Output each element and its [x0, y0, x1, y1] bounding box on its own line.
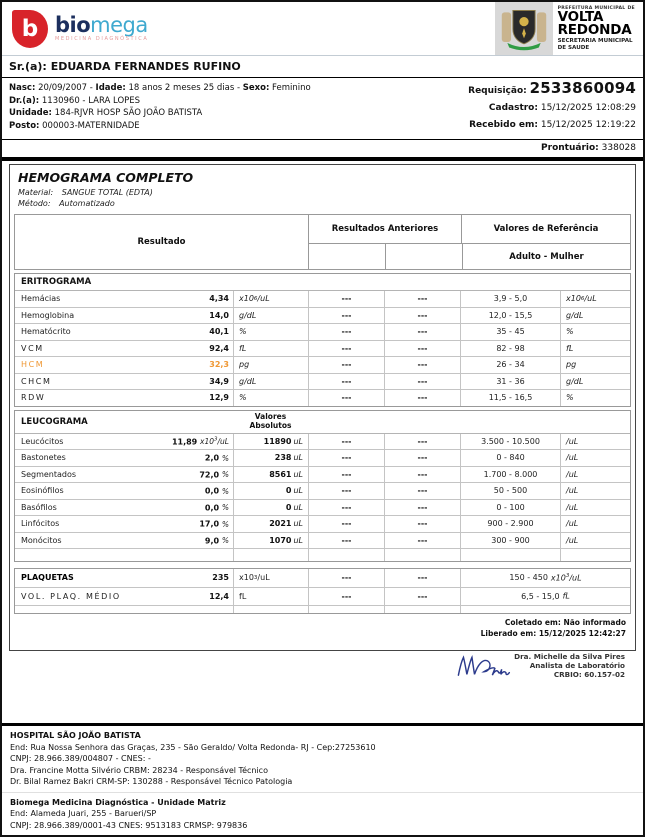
- exam-method: Método: Automatizado: [18, 199, 115, 208]
- previous-result-1: ---: [308, 390, 384, 406]
- table-row: [15, 569, 630, 588]
- table-row: [15, 434, 630, 451]
- empty-row: [15, 549, 630, 561]
- previous-result-2: ---: [384, 450, 460, 466]
- reference-range: 6,5 - 15,0 fL: [460, 588, 630, 606]
- absolute-value: 11890 uL: [233, 434, 308, 450]
- previous-result-2: ---: [384, 308, 460, 324]
- collected-line: Coletado em: Não informado: [504, 618, 626, 627]
- previous-result-1: ---: [308, 374, 384, 390]
- previous-result-2: ---: [384, 483, 460, 499]
- reference-unit: /uL: [560, 500, 630, 516]
- reference-range: 31 - 36: [460, 374, 560, 390]
- previous-result-2: ---: [384, 390, 460, 406]
- table-row: [15, 450, 630, 467]
- table-row: [15, 324, 630, 341]
- table-header: [14, 214, 631, 270]
- reference-range: 150 - 450 $x10^3/uL$: [460, 569, 630, 587]
- table-row: [15, 483, 630, 500]
- exam-material: Material: SANGUE TOTAL (EDTA): [18, 188, 153, 197]
- register-datetime: Cadastro: 15/12/2025 12:08:29: [488, 103, 636, 113]
- lab-cnpj: CNPJ: 28.966.389/0001-43 CNES: 9513183 CRMSP: 979836: [10, 820, 248, 830]
- reference-unit: %: [560, 324, 630, 340]
- table-row: [15, 533, 630, 550]
- previous-result-2: ---: [384, 341, 460, 357]
- previous-result-2: ---: [384, 588, 460, 606]
- lab-name: Biomega Medicina Diagnóstica - Unidade Matriz: [10, 797, 226, 807]
- signature-icon: [455, 649, 511, 681]
- reference-unit: /uL: [560, 533, 630, 549]
- previous-result-1: ---: [308, 357, 384, 373]
- reference-unit: fL: [560, 341, 630, 357]
- table-row: [15, 516, 630, 533]
- coat-of-arms-icon: [495, 2, 553, 55]
- reference-unit: /uL: [560, 467, 630, 483]
- reference-range: 1.700 - 8.000: [460, 467, 560, 483]
- exam-title: HEMOGRAMA COMPLETO: [18, 170, 194, 185]
- result-unit: %: [233, 324, 308, 340]
- requisition-number: Requisição: 2533860094: [468, 79, 636, 97]
- analyte-name: RDW: [21, 393, 46, 403]
- result-value: 92,4: [209, 343, 229, 353]
- table-row: [15, 341, 630, 358]
- hospital-resp-2: Dr. Bilal Ramez Bakri CRM-SP: 130288 - Responsável Técnico Patologia: [10, 777, 293, 786]
- previous-result-2: ---: [384, 467, 460, 483]
- result-unit: g/dL: [233, 308, 308, 324]
- reference-unit: /uL: [560, 483, 630, 499]
- analyte-name: PLAQUETAS: [21, 573, 74, 583]
- released-line: Liberado em: 15/12/2025 12:42:27: [480, 628, 626, 638]
- absolute-value: 2021 uL: [233, 516, 308, 532]
- analyte-name: VCM: [21, 343, 44, 353]
- lab-address: End: Alameda Juari, 255 - Barueri/SP: [10, 809, 157, 818]
- patient-name-label: Sr.(a):: [9, 60, 47, 73]
- absolute-value: 0 uL: [233, 483, 308, 499]
- page-footer: [2, 723, 643, 835]
- reference-range: 26 - 34: [460, 357, 560, 373]
- analyte-name: VOL. PLAQ. MÉDIO: [21, 591, 121, 601]
- table-row: [15, 291, 630, 308]
- previous-result-1: ---: [308, 291, 384, 307]
- reference-range: 0 - 100: [460, 500, 560, 516]
- reference-unit: /uL: [560, 450, 630, 466]
- plaquetas-table: [14, 568, 631, 614]
- previous-result-1: ---: [308, 500, 384, 516]
- previous-result-2: ---: [384, 324, 460, 340]
- reference-range: 12,0 - 15,5: [460, 308, 560, 324]
- analyte-name: Segmentados: [21, 469, 77, 479]
- leucograma-title: LEUCOGRAMA: [21, 416, 88, 427]
- hospital-name: HOSPITAL SÃO JOÃO BATISTA: [10, 731, 141, 740]
- patient-info: [2, 78, 643, 136]
- result-value: 17,0 %: [199, 519, 229, 529]
- previous-result-1: ---: [308, 467, 384, 483]
- reference-unit: /uL: [560, 434, 630, 450]
- hospital-cnpj: CNPJ: 28.966.389/004807 - CNES: -: [10, 754, 151, 763]
- result-value: 34,9: [209, 376, 229, 386]
- hospital-resp-1: Dra. Francine Motta Silvério CRBM: 28234 - Responsável Técnico: [10, 765, 268, 775]
- droplet-icon: b: [12, 10, 48, 48]
- previous-result-1: ---: [308, 569, 384, 587]
- page-header: [2, 2, 643, 56]
- result-unit: %: [233, 390, 308, 406]
- eritrograma-table: [14, 273, 631, 407]
- absolute-value: 0 uL: [233, 500, 308, 516]
- result-unit: x10 3 /uL: [233, 569, 308, 587]
- reference-range: 35 - 45: [460, 324, 560, 340]
- reference-range: 50 - 500: [460, 483, 560, 499]
- patient-name-bar: [2, 56, 643, 78]
- analyte-name: Basófilos: [21, 502, 57, 512]
- signer-role: Analista de Laboratório: [529, 660, 625, 670]
- result-value: 11,89 $x10^3/uL$: [171, 436, 229, 446]
- previous-result-1: ---: [308, 516, 384, 532]
- analyte-name: Hematócrito: [21, 327, 71, 337]
- patient-station-line: Posto: 000003-MATERNIDADE: [9, 120, 140, 131]
- patient-birth-line: Nasc: 20/09/2007 - Idade: 18 anos 2 meses 25 dias - Sexo: Feminino: [9, 83, 311, 93]
- result-value: 72,0 %: [199, 470, 229, 479]
- header-reference-values: Valores de Referência: [461, 215, 630, 243]
- patient-doctor-line: Dr.(a): 1130960 - LARA LOPES: [9, 95, 141, 106]
- reference-range: 0 - 840: [460, 450, 560, 466]
- previous-result-2: ---: [384, 434, 460, 450]
- result-value: 235: [212, 573, 229, 583]
- previous-result-1: ---: [308, 483, 384, 499]
- previous-result-1: ---: [308, 308, 384, 324]
- reference-range: 11,5 - 16,5: [460, 390, 560, 406]
- result-value: 0,0 %: [204, 503, 229, 512]
- header-result: Resultado: [137, 237, 186, 247]
- reference-range: 900 - 2.900: [460, 516, 560, 532]
- result-value: 12,4: [209, 591, 229, 601]
- result-value: 9,0 %: [204, 536, 229, 545]
- table-row: [15, 390, 630, 406]
- reference-range: 82 - 98: [460, 341, 560, 357]
- reference-unit: x10 6 /uL: [560, 291, 630, 307]
- table-row: [15, 308, 630, 325]
- previous-result-2: ---: [384, 569, 460, 587]
- previous-result-1: ---: [308, 434, 384, 450]
- reference-range: 300 - 900: [460, 533, 560, 549]
- result-unit: fL: [233, 588, 308, 606]
- result-value: 4,34: [209, 294, 229, 304]
- reference-unit: pg: [560, 357, 630, 373]
- signer-registry: CRBIO: 60.157-02: [553, 669, 625, 679]
- analyte-name: Linfócitos: [21, 519, 60, 529]
- result-value: 0,0 %: [204, 486, 229, 496]
- previous-result-2: ---: [384, 291, 460, 307]
- previous-result-1: ---: [308, 533, 384, 549]
- result-value: 14,0: [209, 310, 229, 320]
- header-reference-sub: Adulto - Mulher: [462, 244, 630, 269]
- brand-subtitle: MEDICINA DIAGNÓSTICA: [55, 36, 149, 42]
- previous-result-2: ---: [384, 533, 460, 549]
- hospital-address: End: Rua Nossa Senhora das Graças, 235 - São Geraldo/ Volta Redonda- RJ - Cep:27253610: [10, 742, 376, 752]
- previous-result-1: ---: [308, 450, 384, 466]
- signer-name: Dra. Michelle da Silva Pires: [514, 651, 625, 661]
- exam-box: [9, 164, 636, 679]
- reference-unit: %: [560, 390, 630, 406]
- section-divider: [2, 157, 643, 161]
- analyte-name: Leucócitos: [21, 436, 64, 446]
- brand-wordmark: biomega: [55, 13, 148, 37]
- municipality-logo: [495, 2, 641, 55]
- reference-range: 3,9 - 5,0: [460, 291, 560, 307]
- previous-result-2: ---: [384, 374, 460, 390]
- absolute-value: 238 uL: [233, 450, 308, 466]
- analyte-name: HCM: [21, 360, 45, 370]
- previous-result-2: ---: [384, 500, 460, 516]
- reference-range: 3.500 - 10.500: [460, 434, 560, 450]
- record-number: Prontuário: 338028: [541, 143, 636, 153]
- result-value: 32,3: [209, 360, 229, 370]
- absolute-values-header: Valores Absolutos: [249, 412, 292, 430]
- previous-result-1: ---: [308, 341, 384, 357]
- municipality-pref: PREFEITURA MUNICIPAL DE: [557, 6, 635, 11]
- table-row: [15, 467, 630, 484]
- empty-row: [15, 606, 630, 613]
- analyte-name: Bastonetes: [21, 453, 66, 463]
- previous-result-2: ---: [384, 357, 460, 373]
- municipality-sec-1: SECRETARIA MUNICIPAL: [557, 38, 633, 44]
- result-value: 40,1: [209, 327, 229, 337]
- municipality-sec-2: DE SAUDE: [557, 44, 590, 51]
- reference-unit: /uL: [560, 516, 630, 532]
- previous-result-1: ---: [308, 588, 384, 606]
- absolute-value: 1070 uL: [233, 533, 308, 549]
- result-unit: pg: [233, 357, 308, 373]
- eritrograma-title: ERITROGRAMA: [15, 274, 630, 291]
- previous-result-2: ---: [384, 516, 460, 532]
- table-row: [15, 357, 630, 374]
- table-row: [15, 374, 630, 391]
- result-unit: g/dL: [233, 374, 308, 390]
- analyte-name: Hemoglobina: [21, 310, 75, 320]
- table-row: [15, 500, 630, 517]
- analyte-name: CHCM: [21, 376, 52, 386]
- reference-unit: g/dL: [560, 374, 630, 390]
- analyte-name: Monócitos: [21, 535, 62, 545]
- absolute-value: 8561 uL: [233, 467, 308, 483]
- previous-result-1: ---: [308, 324, 384, 340]
- result-unit: x10 6 /uL: [233, 291, 308, 307]
- municipality-name-1: VOLTA: [557, 9, 604, 25]
- release-info: [10, 614, 635, 639]
- signature-block: [10, 649, 635, 681]
- municipality-name-2: REDONDA: [557, 21, 632, 38]
- table-row: [15, 588, 630, 607]
- reference-unit: g/dL: [560, 308, 630, 324]
- biomega-logo: [4, 10, 148, 48]
- result-unit: fL: [233, 341, 308, 357]
- leucograma-table: [14, 410, 631, 563]
- patient-unit-line: Unidade: 184-RJVR HOSP SÃO JOÃO BATISTA: [9, 108, 203, 118]
- analyte-name: Eosinófilos: [21, 486, 64, 496]
- patient-name: EDUARDA FERNANDES RUFINO: [50, 60, 241, 73]
- received-datetime: Recebido em: 15/12/2025 12:19:22: [469, 120, 636, 130]
- result-value: 12,9: [209, 393, 229, 403]
- result-value: 2,0 %: [204, 453, 229, 463]
- header-previous-results: Resultados Anteriores: [331, 224, 439, 234]
- analyte-name: Hemácias: [21, 294, 61, 304]
